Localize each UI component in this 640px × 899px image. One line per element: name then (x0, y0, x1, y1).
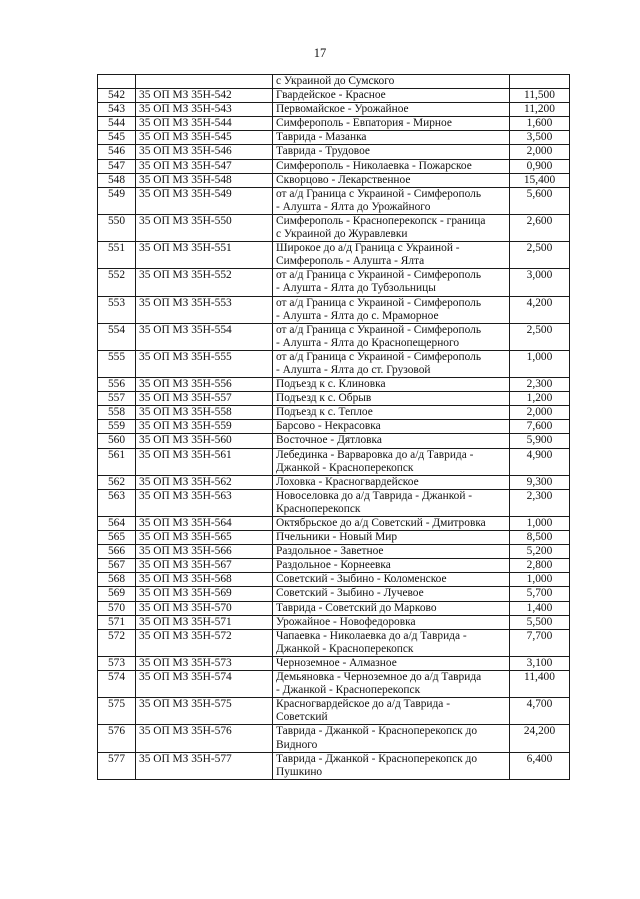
road-name-line: Урожайное - Новофедоровка (276, 615, 416, 628)
road-name-line: Таврида - Мазанка (276, 131, 367, 144)
row-number (98, 75, 136, 89)
table-row (98, 242, 570, 269)
road-length: 5,200 (510, 545, 570, 559)
row-number: 543 (98, 103, 136, 117)
road-name (273, 117, 510, 131)
road-name-line: Широкое до а/д Граница с Украиной - (276, 242, 460, 255)
row-number: 562 (98, 475, 136, 489)
road-name (273, 671, 510, 698)
road-code: 35 ОП МЗ 35Н-566 (136, 545, 273, 559)
table-row (98, 656, 570, 670)
road-code: 35 ОП МЗ 35Н-558 (136, 406, 273, 420)
road-name-line: от а/д Граница с Украиной - Симферополь (276, 187, 482, 200)
row-number: 572 (98, 629, 136, 656)
table-row (98, 296, 570, 323)
road-name-line: от а/д Граница с Украиной - Симферополь (276, 350, 482, 363)
table-row (98, 489, 570, 516)
road-name (273, 545, 510, 559)
road-name-line: Подъезд к с. Теплое (276, 406, 373, 419)
road-name-line: Раздольное - Корнеевка (276, 559, 391, 572)
row-number: 559 (98, 420, 136, 434)
table-row (98, 671, 570, 698)
row-number: 571 (98, 615, 136, 629)
road-length: 1,200 (510, 392, 570, 406)
road-name-line: Скворцово - Лекарственное (276, 173, 411, 186)
road-length: 0,900 (510, 159, 570, 173)
road-length: 4,200 (510, 296, 570, 323)
road-code: 35 ОП МЗ 35Н-564 (136, 517, 273, 531)
row-number: 567 (98, 559, 136, 573)
road-name (273, 378, 510, 392)
row-number: 573 (98, 656, 136, 670)
road-name-line: от а/д Граница с Украиной - Симферополь (276, 296, 482, 309)
row-number: 576 (98, 725, 136, 752)
road-length: 6,400 (510, 752, 570, 779)
road-name-line: Восточное - Дятловка (276, 434, 382, 447)
row-number: 565 (98, 531, 136, 545)
road-code: 35 ОП МЗ 35Н-555 (136, 350, 273, 377)
road-code: 35 ОП МЗ 35Н-549 (136, 187, 273, 214)
road-name (273, 601, 510, 615)
road-length: 2,600 (510, 214, 570, 241)
road-code: 35 ОП МЗ 35Н-560 (136, 434, 273, 448)
row-number: 570 (98, 601, 136, 615)
road-name-line: Видного (276, 738, 318, 751)
road-name (273, 573, 510, 587)
road-code: 35 ОП МЗ 35Н-565 (136, 531, 273, 545)
road-code: 35 ОП МЗ 35Н-559 (136, 420, 273, 434)
road-code (136, 75, 273, 89)
road-name-line: Симферополь - Алушта - Ялта (276, 255, 425, 268)
road-name-line: Гвардейское - Красное (276, 89, 386, 102)
row-number: 550 (98, 214, 136, 241)
road-code: 35 ОП МЗ 35Н-572 (136, 629, 273, 656)
road-code: 35 ОП МЗ 35Н-543 (136, 103, 273, 117)
road-name (273, 475, 510, 489)
table-row (98, 698, 570, 725)
road-length: 2,000 (510, 406, 570, 420)
table-row (98, 173, 570, 187)
row-number: 557 (98, 392, 136, 406)
road-name-line: Лоховка - Красногвардейское (276, 475, 419, 488)
road-code: 35 ОП МЗ 35Н-561 (136, 448, 273, 475)
road-name-line: с Украиной до Сумского (276, 75, 395, 87)
road-name (273, 173, 510, 187)
road-name (273, 406, 510, 420)
road-length: 3,100 (510, 656, 570, 670)
row-number: 569 (98, 587, 136, 601)
road-name (273, 323, 510, 350)
row-number: 555 (98, 350, 136, 377)
road-name (273, 615, 510, 629)
road-name (273, 89, 510, 103)
table-row (98, 601, 570, 615)
road-name (273, 269, 510, 296)
table-row (98, 545, 570, 559)
road-name (273, 489, 510, 516)
road-code: 35 ОП МЗ 35Н-545 (136, 131, 273, 145)
row-number: 577 (98, 752, 136, 779)
road-name-line: Советский (276, 711, 328, 724)
road-length: 2,300 (510, 489, 570, 516)
road-name (273, 517, 510, 531)
roads-table-body (98, 75, 570, 780)
table-row (98, 159, 570, 173)
road-name-line: Симферополь - Николаевка - Пожарское (276, 159, 472, 172)
row-number: 574 (98, 671, 136, 698)
road-length: 24,200 (510, 725, 570, 752)
row-number: 556 (98, 378, 136, 392)
table-row (98, 573, 570, 587)
road-length: 1,000 (510, 573, 570, 587)
road-name-line: Пчельники - Новый Мир (276, 531, 398, 544)
road-code: 35 ОП МЗ 35Н-577 (136, 752, 273, 779)
road-length (510, 75, 570, 89)
road-length: 5,900 (510, 434, 570, 448)
road-name-line: - Джанкой - Красноперекопск (276, 684, 421, 697)
road-name (273, 420, 510, 434)
road-code: 35 ОП МЗ 35Н-569 (136, 587, 273, 601)
road-length: 5,500 (510, 615, 570, 629)
road-name (273, 145, 510, 159)
row-number: 545 (98, 131, 136, 145)
road-code: 35 ОП МЗ 35Н-576 (136, 725, 273, 752)
road-length: 5,700 (510, 587, 570, 601)
road-length: 3,500 (510, 131, 570, 145)
row-number: 560 (98, 434, 136, 448)
road-name-line: Чапаевка - Николаевка до а/д Таврида - (276, 629, 467, 642)
table-row (98, 629, 570, 656)
road-length: 2,000 (510, 145, 570, 159)
road-name (273, 75, 510, 89)
table-row (98, 350, 570, 377)
road-name-line: от а/д Граница с Украиной - Симферополь (276, 323, 482, 336)
table-row (98, 559, 570, 573)
road-name-line: Новоселовка до а/д Таврида - Джанкой - (276, 489, 473, 502)
road-name-line: - Алушта - Ялта до Краснопещерного (276, 336, 460, 349)
road-name-line: Красноперекопск (276, 502, 361, 515)
table-row (98, 323, 570, 350)
road-length: 2,500 (510, 242, 570, 269)
road-length: 11,500 (510, 89, 570, 103)
road-name (273, 214, 510, 241)
road-name-line: с Украиной до Журавлевки (276, 228, 408, 241)
road-name-line: Симферополь - Евпатория - Мирное (276, 117, 452, 130)
road-name (273, 187, 510, 214)
road-code: 35 ОП МЗ 35Н-575 (136, 698, 273, 725)
road-length: 1,600 (510, 117, 570, 131)
table-row (98, 392, 570, 406)
road-name-line: Таврида - Трудовое (276, 145, 370, 158)
road-name-line: Джанкой - Красноперекопск (276, 642, 414, 655)
row-number: 548 (98, 173, 136, 187)
table-row (98, 420, 570, 434)
road-name-line: Первомайское - Урожайное (276, 103, 409, 116)
road-code: 35 ОП МЗ 35Н-547 (136, 159, 273, 173)
road-code: 35 ОП МЗ 35Н-553 (136, 296, 273, 323)
road-name-line: Красногвардейское до а/д Таврида - (276, 698, 450, 711)
road-code: 35 ОП МЗ 35Н-568 (136, 573, 273, 587)
road-name (273, 296, 510, 323)
table-row (98, 103, 570, 117)
road-code: 35 ОП МЗ 35Н-570 (136, 601, 273, 615)
road-length: 3,000 (510, 269, 570, 296)
row-number: 563 (98, 489, 136, 516)
road-name-line: Таврида - Советский до Марково (276, 601, 437, 614)
road-length: 8,500 (510, 531, 570, 545)
road-name-line: Подъезд к с. Обрыв (276, 392, 372, 405)
road-code: 35 ОП МЗ 35Н-573 (136, 656, 273, 670)
table-row (98, 434, 570, 448)
road-name (273, 392, 510, 406)
road-name-line: - Алушта - Ялта до с. Мраморное (276, 309, 439, 322)
road-name-line: - Алушта - Ялта до Урожайного (276, 200, 431, 213)
row-number: 542 (98, 89, 136, 103)
road-name-line: Таврида - Джанкой - Красноперекопск до (276, 752, 478, 765)
table-row (98, 448, 570, 475)
row-number: 544 (98, 117, 136, 131)
road-length: 15,400 (510, 173, 570, 187)
road-length: 2,300 (510, 378, 570, 392)
road-length: 7,600 (510, 420, 570, 434)
road-name (273, 725, 510, 752)
table-row (98, 475, 570, 489)
road-length: 9,300 (510, 475, 570, 489)
road-code: 35 ОП МЗ 35Н-567 (136, 559, 273, 573)
table-row (98, 406, 570, 420)
table-row (98, 145, 570, 159)
road-name-line: Барсово - Некрасовка (276, 420, 381, 433)
road-name (273, 656, 510, 670)
road-length: 2,800 (510, 559, 570, 573)
road-code: 35 ОП МЗ 35Н-574 (136, 671, 273, 698)
table-row (98, 89, 570, 103)
road-length: 7,700 (510, 629, 570, 656)
table-row (98, 725, 570, 752)
row-number: 554 (98, 323, 136, 350)
road-length: 1,000 (510, 350, 570, 377)
table-row (98, 269, 570, 296)
road-name-line: Пушкино (276, 765, 323, 778)
road-code: 35 ОП МЗ 35Н-563 (136, 489, 273, 516)
road-name-line: Симферополь - Красноперекопск - граница (276, 214, 486, 227)
road-code: 35 ОП МЗ 35Н-554 (136, 323, 273, 350)
road-name-line: Демьяновка - Черноземное до а/д Таврида (276, 671, 482, 684)
table-row (98, 752, 570, 779)
row-number: 547 (98, 159, 136, 173)
road-name (273, 448, 510, 475)
row-number: 553 (98, 296, 136, 323)
table-row (98, 378, 570, 392)
table-row (98, 187, 570, 214)
road-name-line: - Алушта - Ялта до ст. Грузовой (276, 363, 431, 376)
road-name-line: Лебединка - Варваровка до а/д Таврида - (276, 448, 474, 461)
table-row (98, 531, 570, 545)
road-name-line: Октябрьское до а/д Советский - Дмитровка (276, 517, 486, 529)
road-length: 4,700 (510, 698, 570, 725)
road-name-line: - Алушта - Ялта до Тубзольницы (276, 282, 436, 295)
road-name-line: Черноземное - Алмазное (276, 656, 397, 669)
road-length: 5,600 (510, 187, 570, 214)
road-code: 35 ОП МЗ 35Н-571 (136, 615, 273, 629)
road-name-line: Подъезд к с. Клиновка (276, 378, 386, 391)
road-name-line: от а/д Граница с Украиной - Симферополь (276, 269, 482, 282)
table-row (98, 587, 570, 601)
table-row-continuation (98, 75, 570, 89)
road-name (273, 531, 510, 545)
road-code: 35 ОП МЗ 35Н-551 (136, 242, 273, 269)
row-number: 568 (98, 573, 136, 587)
table-row (98, 117, 570, 131)
road-name-line: Советский - Зыбино - Лучевое (276, 587, 424, 600)
roads-table (97, 74, 570, 780)
road-code: 35 ОП МЗ 35Н-548 (136, 173, 273, 187)
road-name (273, 434, 510, 448)
road-code: 35 ОП МЗ 35Н-550 (136, 214, 273, 241)
road-name (273, 159, 510, 173)
road-name-line: Советский - Зыбино - Коломенское (276, 573, 447, 586)
road-code: 35 ОП МЗ 35Н-542 (136, 89, 273, 103)
road-name (273, 559, 510, 573)
row-number: 551 (98, 242, 136, 269)
road-length: 11,400 (510, 671, 570, 698)
page-number: 17 (313, 46, 327, 60)
road-code: 35 ОП МЗ 35Н-562 (136, 475, 273, 489)
road-name (273, 242, 510, 269)
road-code: 35 ОП МЗ 35Н-556 (136, 378, 273, 392)
road-name (273, 698, 510, 725)
row-number: 566 (98, 545, 136, 559)
row-number: 575 (98, 698, 136, 725)
road-length: 1,400 (510, 601, 570, 615)
road-length: 11,200 (510, 103, 570, 117)
road-name (273, 350, 510, 377)
road-name-line: Таврида - Джанкой - Красноперекопск до (276, 725, 478, 738)
road-name-line: Джанкой - Красноперекопск (276, 461, 414, 474)
road-name (273, 131, 510, 145)
row-number: 546 (98, 145, 136, 159)
road-name (273, 629, 510, 656)
row-number: 564 (98, 517, 136, 531)
table-row (98, 214, 570, 241)
road-length: 2,500 (510, 323, 570, 350)
road-length: 4,900 (510, 448, 570, 475)
road-code: 35 ОП МЗ 35Н-552 (136, 269, 273, 296)
row-number: 552 (98, 269, 136, 296)
table-row (98, 131, 570, 145)
road-code: 35 ОП МЗ 35Н-557 (136, 392, 273, 406)
row-number: 549 (98, 187, 136, 214)
row-number: 558 (98, 406, 136, 420)
table-row (98, 517, 570, 531)
road-name-line: Раздольное - Заветное (276, 545, 384, 558)
road-code: 35 ОП МЗ 35Н-546 (136, 145, 273, 159)
road-code: 35 ОП МЗ 35Н-544 (136, 117, 273, 131)
table-row (98, 615, 570, 629)
row-number: 561 (98, 448, 136, 475)
road-name (273, 752, 510, 779)
road-name (273, 587, 510, 601)
road-name (273, 103, 510, 117)
road-length: 1,000 (510, 517, 570, 531)
